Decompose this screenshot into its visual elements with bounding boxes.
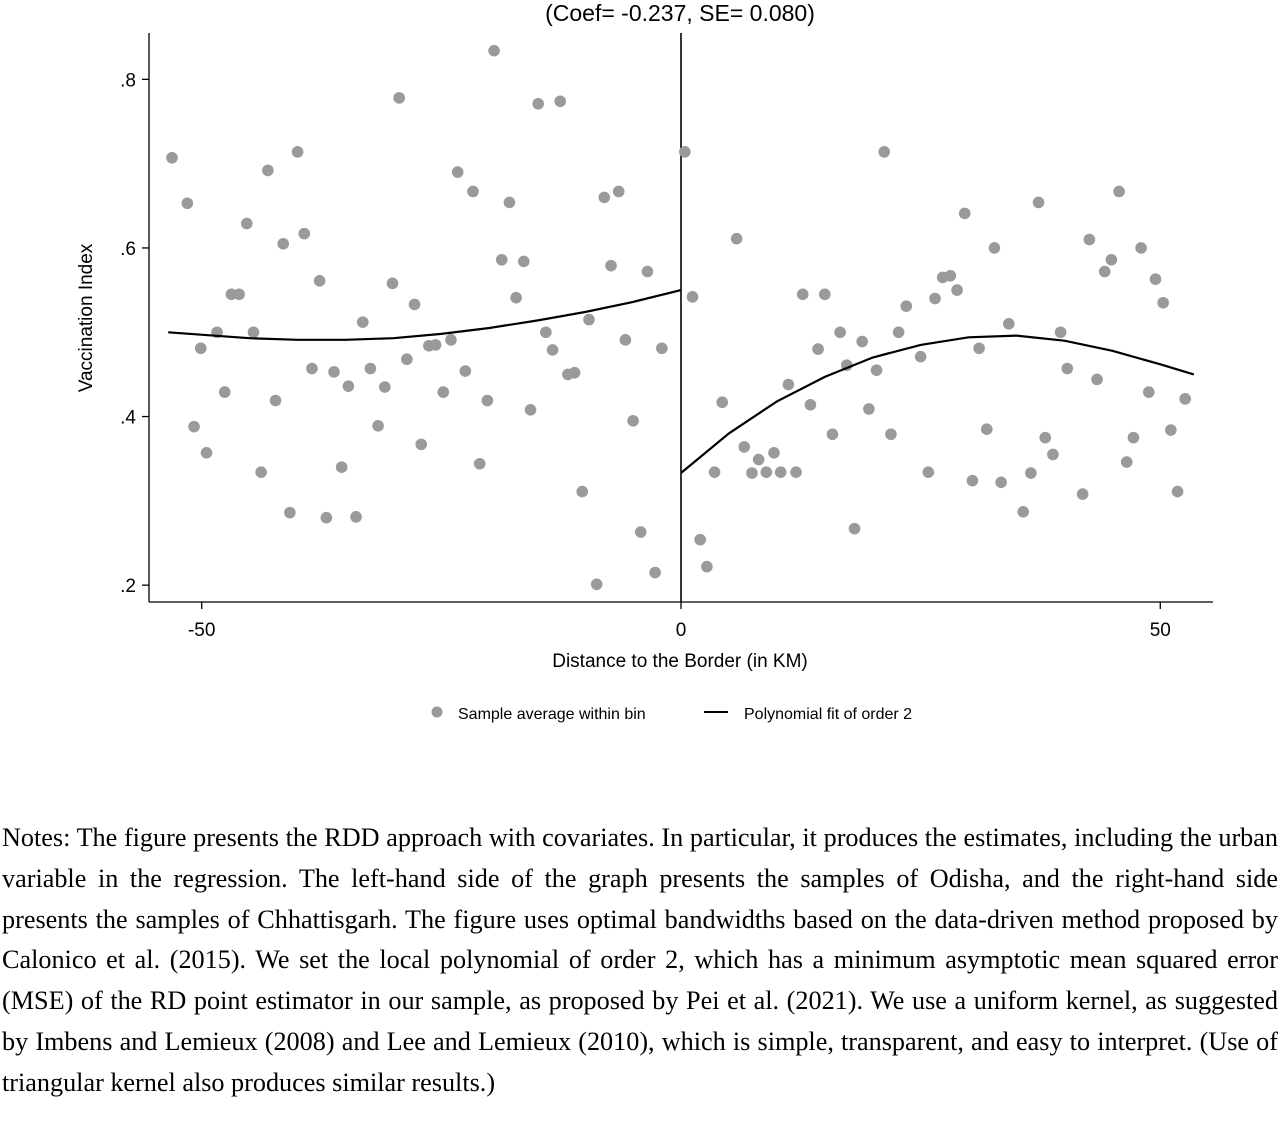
data-point — [687, 291, 699, 303]
data-point — [328, 366, 340, 378]
data-point — [1157, 297, 1169, 309]
data-point — [923, 466, 935, 478]
data-point — [1077, 488, 1089, 500]
data-point — [569, 367, 581, 379]
data-point — [679, 146, 691, 158]
data-point — [768, 447, 780, 459]
data-point — [856, 336, 868, 348]
data-point — [270, 395, 282, 407]
data-point — [518, 256, 530, 268]
data-point — [525, 404, 537, 416]
data-point — [292, 146, 304, 158]
legend-label-fit: Polynomial fit of order 2 — [744, 706, 913, 723]
data-point — [951, 284, 963, 296]
data-point — [445, 334, 457, 346]
data-point — [591, 578, 603, 590]
x-tick-label: 50 — [1149, 620, 1171, 641]
data-point — [284, 507, 296, 519]
x-tick-label: 0 — [675, 620, 687, 641]
x-tick-label: -50 — [187, 620, 216, 641]
data-point — [496, 254, 508, 266]
data-point — [482, 395, 494, 407]
data-point — [1179, 393, 1191, 405]
data-point — [583, 314, 595, 326]
data-point — [1091, 374, 1103, 386]
chart-title: (Coef= -0.237, SE= 0.080) — [545, 0, 815, 26]
data-point — [1106, 254, 1118, 266]
data-point — [761, 466, 773, 478]
data-point — [195, 342, 207, 354]
data-point — [306, 363, 318, 375]
data-point — [409, 299, 421, 311]
data-point — [620, 334, 632, 346]
data-point — [893, 326, 905, 338]
data-point — [510, 292, 522, 304]
data-point — [182, 197, 194, 209]
data-point — [255, 466, 267, 478]
data-point — [387, 278, 399, 290]
data-point — [1033, 197, 1045, 209]
data-point — [277, 238, 289, 250]
data-point — [262, 165, 274, 177]
data-point — [504, 197, 516, 209]
data-point — [1055, 326, 1067, 338]
data-point — [915, 351, 927, 363]
data-point — [1025, 467, 1037, 479]
data-point — [973, 342, 985, 354]
data-point — [613, 186, 625, 198]
x-axis-label: Distance to the Border (in KM) — [552, 651, 808, 672]
data-point — [709, 466, 721, 478]
data-point — [929, 293, 941, 305]
data-point — [532, 98, 544, 110]
data-point — [357, 316, 369, 328]
legend — [432, 706, 913, 723]
data-point — [900, 300, 912, 312]
data-point — [241, 218, 253, 230]
data-point — [959, 208, 971, 220]
data-point — [635, 526, 647, 538]
data-point — [656, 342, 668, 354]
data-point — [1017, 506, 1029, 518]
data-point — [834, 326, 846, 338]
plot-area — [120, 33, 1213, 641]
data-point — [599, 192, 611, 204]
data-point — [863, 403, 875, 415]
data-point — [1135, 242, 1147, 254]
data-point — [379, 381, 391, 393]
data-point — [694, 534, 706, 546]
data-point — [219, 386, 231, 398]
data-point — [797, 289, 809, 301]
data-point — [437, 386, 449, 398]
data-point — [605, 260, 617, 272]
data-point — [746, 467, 758, 479]
y-tick-label: .6 — [120, 238, 136, 260]
data-point — [701, 561, 713, 573]
data-point — [989, 242, 1001, 254]
data-point — [775, 466, 787, 478]
data-point — [248, 326, 260, 338]
data-point — [805, 399, 817, 411]
data-point — [393, 92, 405, 104]
data-point — [415, 439, 427, 451]
data-point — [336, 461, 348, 473]
data-point — [1099, 266, 1111, 278]
data-point — [849, 523, 861, 535]
data-point — [460, 365, 472, 377]
fit-curve-left — [168, 290, 681, 340]
legend-marker-scatter — [432, 707, 443, 718]
data-point — [981, 423, 993, 435]
data-point — [166, 152, 178, 164]
data-point — [1121, 456, 1133, 468]
data-point — [649, 567, 661, 579]
data-point — [871, 364, 883, 376]
data-point — [298, 228, 310, 240]
fit-curve-right — [681, 336, 1194, 473]
figure-notes: Notes: The figure presents the RDD approach with covariates. In particular, it produces the estimates, including the urban variable in the regression. The left-hand side of the graph presents the samples of Odisha, and the right-hand side presents the samples of Chhattisgarh. The figure uses optimal bandwidths based on the data-driven method proposed by Calonico et al. (2015). We set the local polynomial of order 2, which has a minimum asymptotic mean squared error (MSE) of the RD point estimator in our sample, as proposed by Pei et al. (2021). We use a uniform kernel, as suggested by Imbens and Lemieux (2008) and Lee and Lemieux (2010), which is simple, transparent, and easy to interpret. (Use of triangular kernel also produces similar results.) — [2, 823, 1278, 1097]
legend-label-scatter: Sample average within bin — [458, 706, 646, 723]
data-point — [474, 458, 486, 470]
data-point — [321, 512, 333, 524]
data-point — [372, 420, 384, 432]
data-point — [790, 466, 802, 478]
data-point — [365, 363, 377, 375]
data-point — [1113, 186, 1125, 198]
data-point — [188, 421, 200, 433]
data-point — [314, 275, 326, 287]
data-point — [540, 326, 552, 338]
data-point — [885, 428, 897, 440]
data-point — [1084, 234, 1096, 246]
data-point — [467, 186, 479, 198]
data-point — [201, 447, 213, 459]
data-point — [1003, 318, 1015, 330]
data-point — [1061, 363, 1073, 375]
data-point — [967, 475, 979, 487]
data-point — [547, 344, 559, 356]
data-point — [1165, 424, 1177, 436]
y-axis-label: Vaccination Index — [76, 243, 97, 393]
y-tick-label: .4 — [120, 407, 136, 429]
data-point — [878, 146, 890, 158]
data-point — [716, 396, 728, 408]
data-point — [576, 486, 588, 498]
data-point — [343, 380, 355, 392]
y-tick-label: .2 — [120, 576, 136, 598]
data-point — [783, 379, 795, 391]
data-point — [731, 233, 743, 245]
data-point — [819, 289, 831, 301]
data-point — [627, 415, 639, 427]
data-point — [1039, 432, 1051, 444]
data-point — [1047, 449, 1059, 461]
data-point — [738, 441, 750, 453]
data-point — [233, 289, 245, 301]
data-point — [554, 95, 566, 107]
data-point — [430, 339, 442, 351]
data-point — [452, 166, 464, 178]
data-point — [1128, 432, 1140, 444]
data-point — [995, 476, 1007, 488]
data-point — [812, 343, 824, 355]
data-point — [945, 270, 957, 282]
data-point — [488, 45, 500, 57]
data-point — [753, 454, 765, 466]
data-point — [401, 353, 413, 365]
data-point — [1143, 386, 1155, 398]
data-point — [642, 266, 654, 278]
data-point — [1150, 273, 1162, 285]
data-point — [1172, 486, 1184, 498]
data-point — [827, 428, 839, 440]
y-tick-label: .8 — [120, 70, 136, 92]
data-point — [350, 511, 362, 523]
